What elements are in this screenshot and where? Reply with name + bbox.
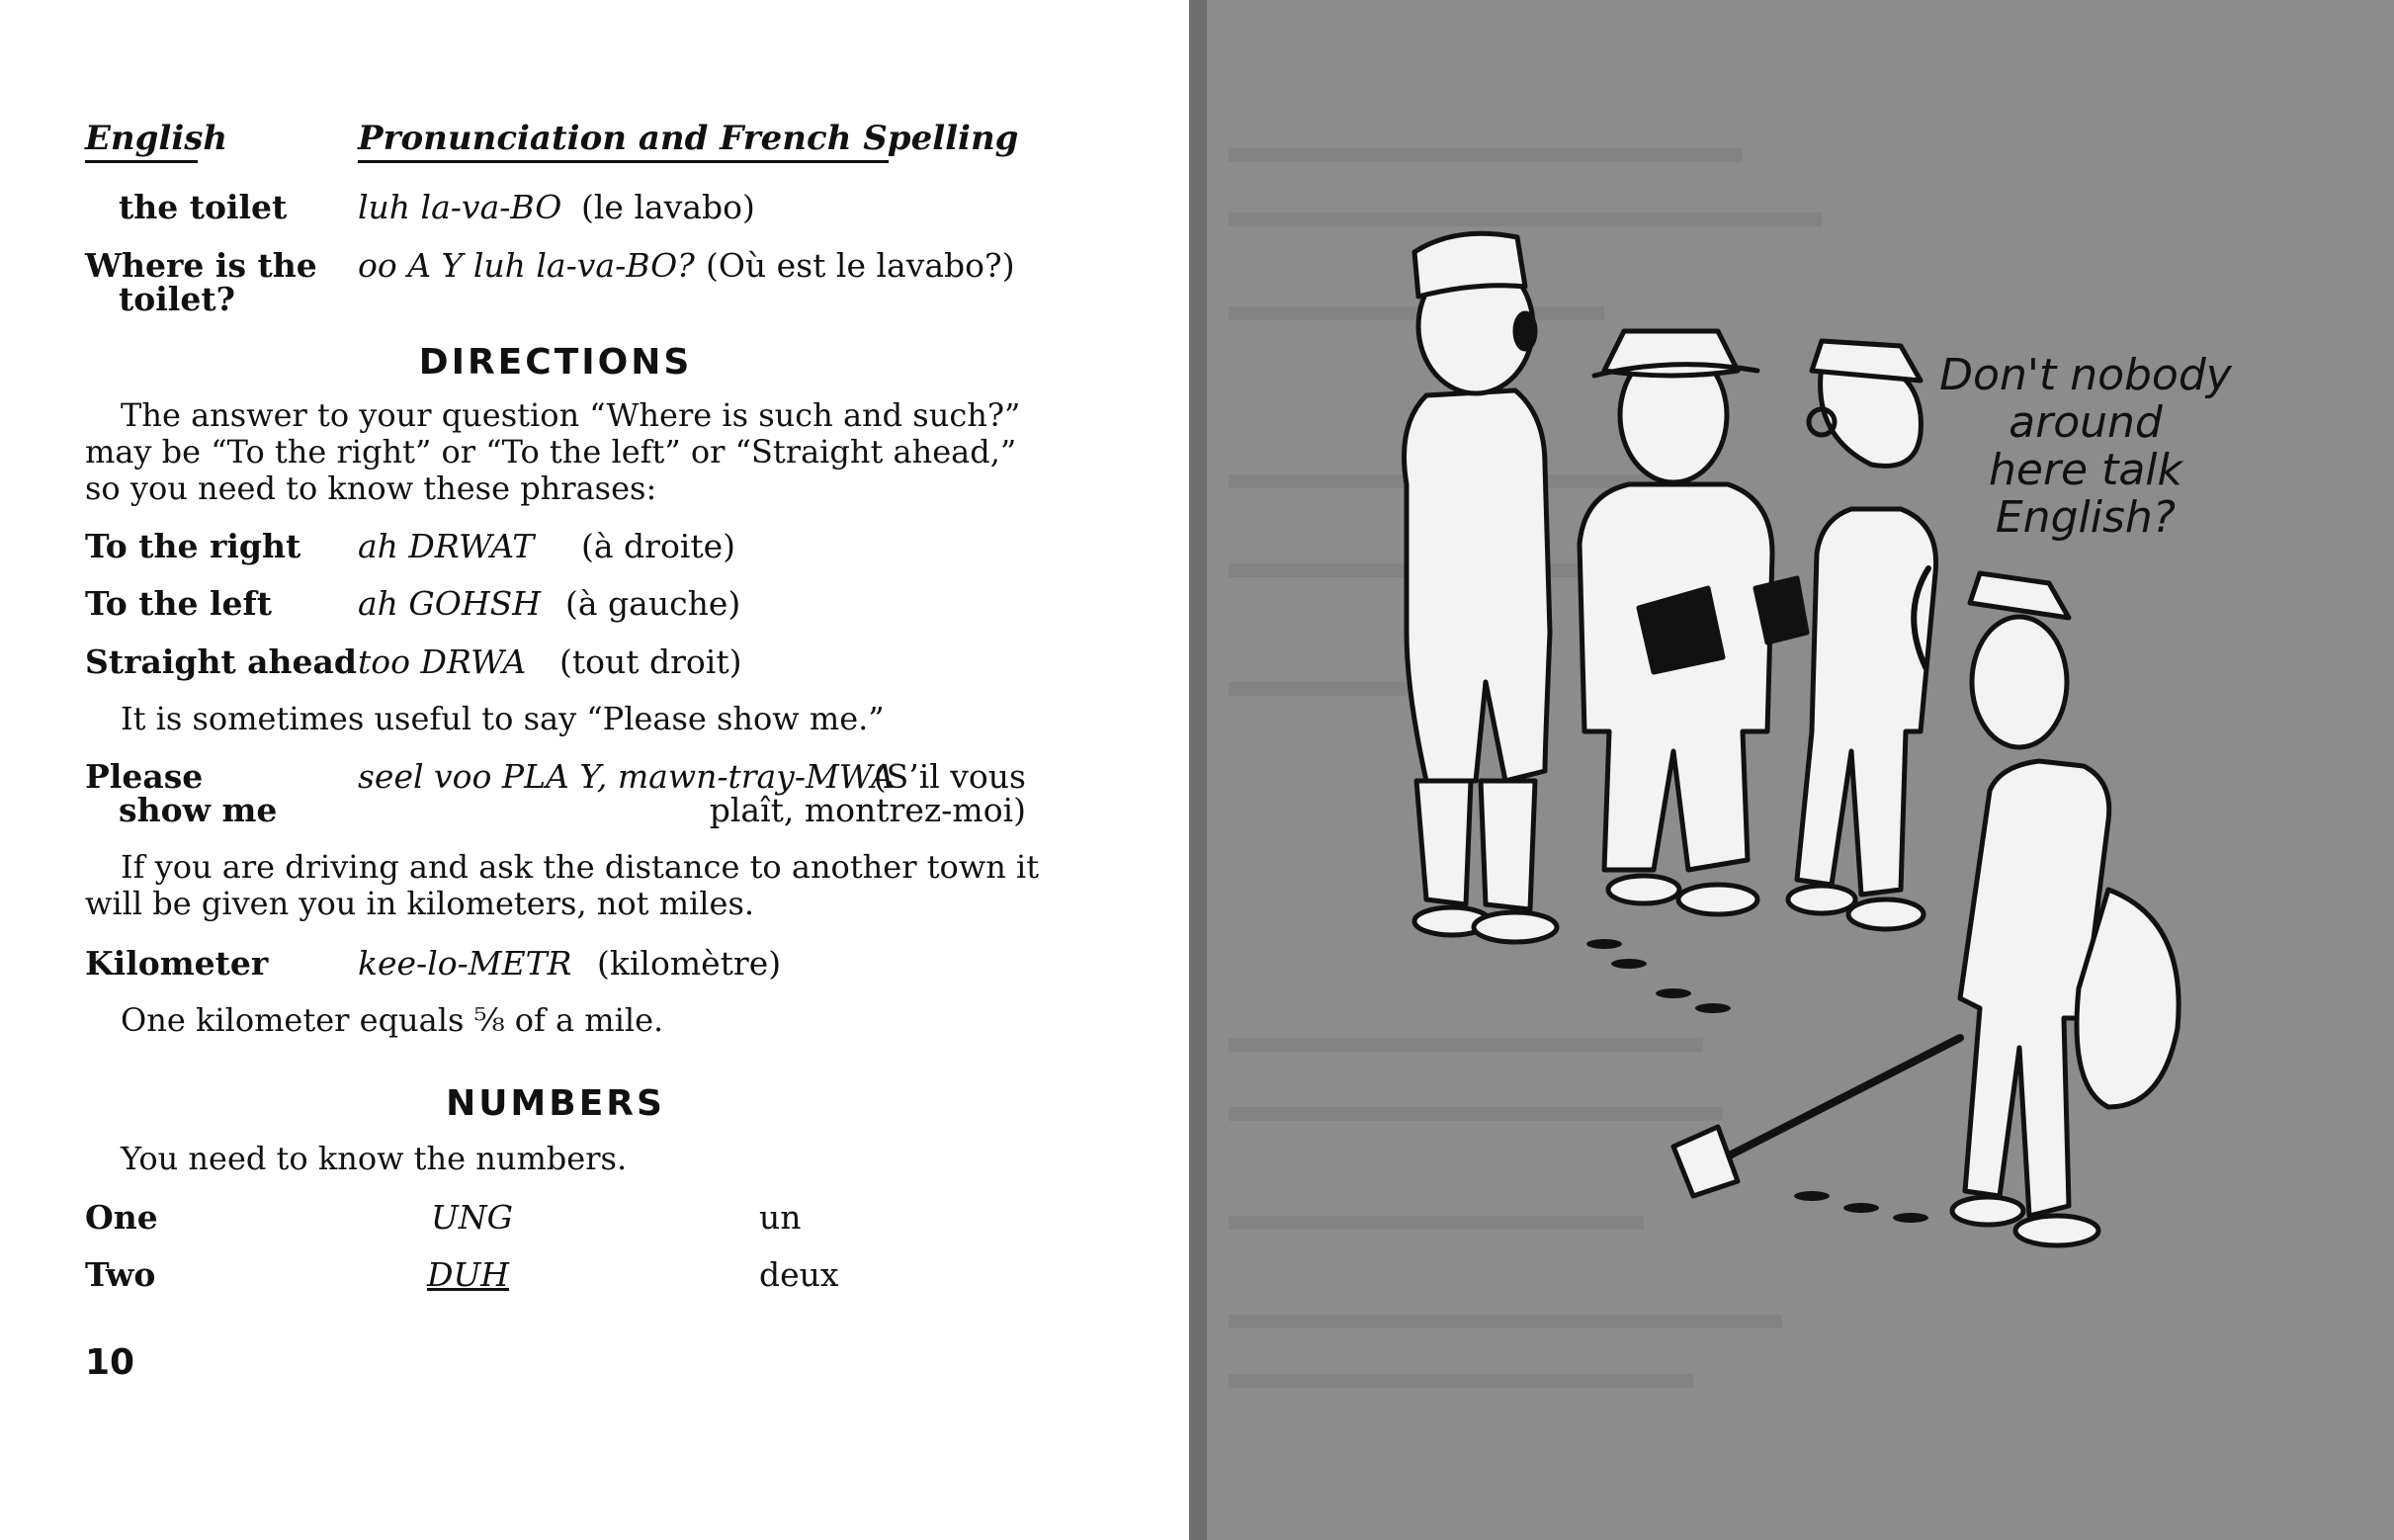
phrase-pronunciation-toilet: luh la-va-BO [358, 188, 562, 226]
speech-line-3: here talk [1988, 445, 2183, 495]
phrase-french-where-toilet: (Où est le lavabo?) [706, 246, 1015, 285]
directions-intro-line2: may be “To the right” or “To the left” or “Straight ahead,” [85, 433, 1017, 471]
directions-intro-line1: The answer to your question “Where is such and such?” [121, 396, 1021, 434]
phrase-english-straight: Straight ahead [85, 642, 358, 681]
numbers-intro: You need to know the numbers. [121, 1140, 628, 1177]
right-page [1189, 0, 2394, 1540]
number-french-two: deux [759, 1255, 839, 1294]
number-french-one: un [759, 1198, 802, 1237]
phrase-english-please-line1: Please [85, 757, 204, 796]
show-me-note: It is sometimes useful to say “Please show me.” [121, 700, 885, 737]
phrase-french-left: (à gauche) [565, 584, 741, 623]
phrase-english-where-toilet-line2: toilet? [119, 280, 235, 318]
phrase-french-please-line1: (S’il vous [873, 757, 1026, 796]
section-title-numbers: NUMBERS [446, 1083, 665, 1124]
soldier-figure-center [1580, 331, 1772, 914]
driving-note-line1: If you are driving and ask the distance to another town it [121, 848, 1040, 886]
phrase-english-kilometer: Kilometer [85, 944, 269, 983]
kilometer-conversion: One kilometer equals ⅝ of a mile. [121, 1001, 664, 1039]
phrase-pronunciation-kilometer: kee-lo-METR [358, 944, 572, 983]
speech-line-4: English? [1995, 492, 2177, 543]
soldier-figure-glasses [1755, 341, 1936, 929]
header-underline-pronunciation [358, 160, 889, 163]
speech-line-1: Don't nobody [1939, 350, 2232, 400]
directions-intro-line3: so you need to know these phrases: [85, 470, 657, 507]
column-header-pronunciation: Pronunciation and French Spelling [358, 119, 1019, 158]
phrase-pronunciation-right: ah DRWAT [358, 527, 535, 565]
number-english-one: One [85, 1198, 158, 1237]
section-title-directions: DIRECTIONS [418, 342, 693, 383]
speech-line-2: around [2009, 397, 2163, 448]
number-pronunciation-one: UNG [431, 1198, 514, 1237]
phrase-french-kilometer: (kilomètre) [597, 944, 782, 983]
soldier-figure-left [1405, 233, 1558, 942]
phrase-english-left: To the left [85, 584, 272, 623]
phrase-french-right: (à droite) [581, 527, 736, 565]
phrase-pronunciation-straight: too DRWA [358, 642, 527, 681]
page-number: 10 [85, 1342, 135, 1383]
column-header-english: English [85, 119, 228, 158]
phrase-english-toilet: the toilet [119, 188, 288, 226]
speech-bubble-text [1932, 352, 2239, 542]
header-underline-english [85, 160, 198, 163]
phrase-french-toilet: (le lavabo) [581, 188, 755, 226]
left-page [0, 0, 1189, 1540]
phrase-english-where-toilet-line1: Where is the [85, 246, 317, 285]
phrase-pronunciation-please: seel voo PLA Y, mawn-tray-MWA [358, 757, 895, 796]
phrase-english-right: To the right [85, 527, 301, 565]
phrase-english-please-line2: show me [119, 791, 278, 829]
cartoon-illustration [1189, 0, 2394, 1540]
phrase-pronunciation-where-toilet: oo A Y luh la-va-BO? [358, 246, 695, 285]
driving-note-line2: will be given you in kilometers, not miles. [85, 885, 755, 922]
number-pronunciation-two: DUH [427, 1255, 510, 1294]
phrase-french-please-line2: plaît, montrez-moi) [709, 791, 1026, 829]
number-english-two: Two [85, 1255, 156, 1294]
phrase-french-straight: (tout droit) [559, 642, 742, 681]
phrase-pronunciation-left: ah GOHSH [358, 584, 541, 623]
